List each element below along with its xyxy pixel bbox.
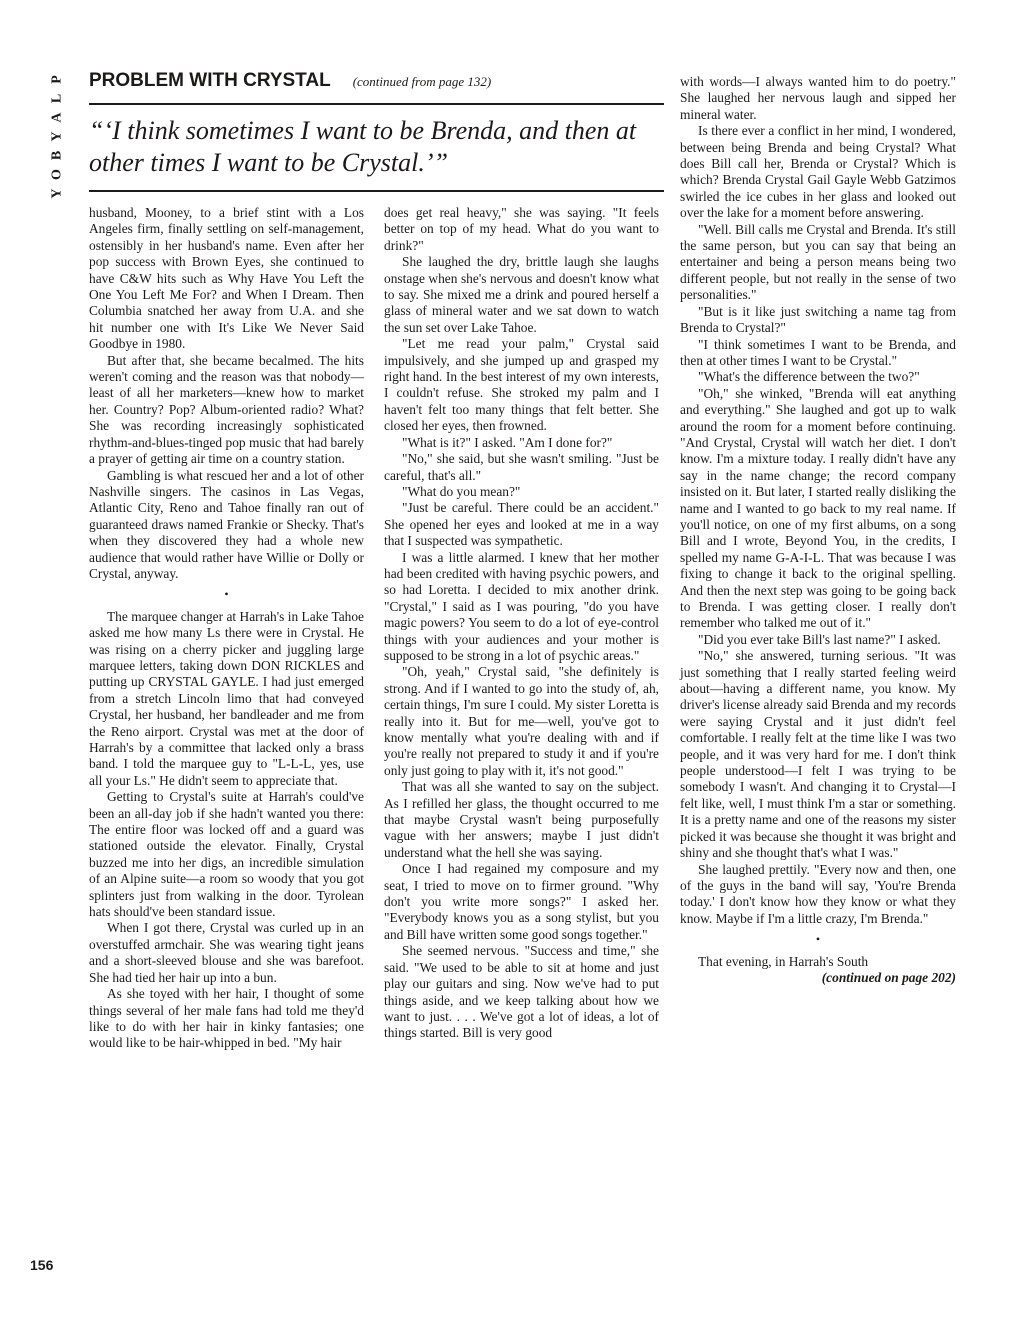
paragraph: "What is it?" I asked. "Am I done for?": [402, 434, 613, 450]
paragraph: "Did you ever take Bill's last name?" I asked.: [698, 631, 941, 647]
masthead-letter: B: [49, 150, 65, 161]
paragraph: "Oh, yeah," Crystal said, "she definitely is strong. And if I wanted to go into the study of, ah, certain things, I'm sure I could. My sister Loretta is really into it. But for me—well, you've got to know mentally what you're dealing with and if you're really not prepared to study it and if you're only just going to play with it, it's not good.": [384, 664, 659, 778]
paragraph: "What's the difference between the two?": [698, 369, 920, 385]
paragraph: Gambling is what rescued her and a lot of other Nashville singers. The casinos in Las Vegas, Atlantic City, Reno and Tahoe finally ran out of guaranteed draws named Frankie or Shecky. That's when they discovered they had a whole new audience that would rather have Willie or Dolly or Crystal, anyway.: [89, 467, 364, 581]
text-column-3: [680, 74, 956, 986]
article-header: [89, 70, 664, 92]
masthead-letter: O: [49, 169, 65, 180]
article-title: PROBLEM WITH CRYSTAL: [89, 70, 331, 91]
paragraph: "No," she answered, turning serious. "It was just something that I really started feeling weird about—having a different name, you know. My driver's license already said Brenda and my records were saying Crystal and it just didn't feel comfortable. I really felt at the time like I was two people, and it was very hard for me. I don't think people understood—I felt I was trying to be somebody I wasn't. And changing it to Crystal—I felt like, well, I must think I'm a star or something. It is a pretty name and one of the reasons my sister picked it was because she thought it was bright and shiny and she thought that's what I was.": [680, 648, 956, 861]
section-break-bullet: •: [224, 587, 229, 602]
text-column-1: [89, 205, 364, 1052]
paragraph: As she toyed with her hair, I thought of some things several of her male fans had told me they'd like to do with her hair in kinky fantasies; one would like to be hair-whipped in bed. "My hair: [89, 986, 364, 1051]
paragraph: But after that, she became becalmed. The hits weren't coming and the reason was that nobody—least of all her marketers—knew how to market her. Country? Pop? Album-oriented radio? What? She was recording increasingly sophisticated rhythm-and-blues-tinged pop music that had barely a prayer of getting air time on a country station.: [89, 352, 364, 467]
section-break-bullet: •: [815, 932, 821, 947]
pull-quote: “‘I think sometimes I want to be Brenda, and then at other times I want to be Crystal.’”: [89, 116, 637, 177]
paragraph: "Let me read your palm," Crystal said impulsively, and she jumped up and grasped my right hand. In the best interest of my own interests, I couldn't refuse. She stroked my palm and I haven't felt too many things that felt better. She closed her eyes, then frowned.: [384, 336, 659, 434]
pull-quote-rule: [89, 190, 664, 192]
continued-from-note: (continued from page 132): [352, 74, 492, 89]
paragraph: does get real heavy," she was saying. "It feels better on top of my head. What do you want to drink?": [384, 205, 659, 253]
paragraph: I was a little alarmed. I knew that her mother had been credited with having psychic powers, and so had Loretta. I decided to mix another drink. "Crystal," I said as I was pouring, "do you have magic powers? You seem to do a lot of eye-control things with your audiences and your mother is supposed to be strong in a lot of psychic areas.": [384, 549, 659, 663]
paragraph: Is there ever a conflict in her mind, I wondered, between being Brenda and being Crystal? What does Bill call her, Brenda or Crystal? Which is which? Brenda Crystal Gail Gayle Webb Gatzimos swirled the ice cubes in her glass and looked out over the lake for a moment before answering.: [680, 123, 956, 221]
paragraph: "Oh," she winked, "Brenda will eat anything and everything." She laughed and got up to walk around the room for a moment before continuing. "And Crystal, Crystal will watch her diet. I don't know. I'm a mixture today. I really didn't have any say in the name change; the record company insisted on it. But later, I started really disliking the name and I wanted to go back to my real name. If you'll notice, on one of my first albums, on a song Bill and I wrote, Beyond You, in the credits, I spelled my name G-A-I-L. That was because I was fixing to change it back to the original spelling. And then the next step was going to be going back to Brenda. I was getting closer. I really don't remember who talked me out of it.": [680, 385, 956, 631]
paragraph: with words—I always wanted him to do poetry." She laughed her nervous laugh and sipped her mineral water.: [680, 74, 956, 122]
header-rule: [89, 103, 664, 105]
paragraph: She laughed the dry, brittle laugh she laughs onstage when she's nervous and doesn't know what to say. She mixed me a drink and poured herself a glass of mineral water and we sat down to watch the sun set over Lake Tahoe.: [384, 254, 659, 335]
paragraph: "No," she said, but she wasn't smiling. "Just be careful, that's all.": [384, 451, 659, 483]
paragraph: "Just be careful. There could be an accident." She opened her eyes and looked at me in a way that I suspected was sympathetic.: [384, 500, 659, 549]
masthead-letter: P: [49, 75, 65, 84]
paragraph: husband, Mooney, to a brief stint with a Los Angeles firm, finally settling on self-management, ostensibly in her husband's name. Even after her pop success with Brown Eyes, she continued to have C&W hits such as Why Have You Left the One You Left Me For? and When I Dream. Then Columbia snatched her away from U.A. and she hit number one with It's Like We Never Said Goodbye in 1980.: [89, 205, 364, 352]
paragraph: That was all she wanted to say on the subject. As I refilled her glass, the thought occurred to me that maybe Crystal wasn't being purposefully vague with her answers; maybe I just didn't understand what the hell she was saying.: [384, 779, 659, 860]
continued-on-note: (continued on page 202): [821, 969, 956, 985]
masthead-letter: L: [49, 93, 65, 104]
paragraph: Getting to Crystal's suite at Harrah's could've been an all-day job if she hadn't wanted you there: The entire floor was locked off and a guard was stationed outside the elevator. Finally, Crystal buzzed me into her digs, an incredible simulation of an Alpine suite—a room so woody that you got splinters just from walking in the door. Tyrolean hats should've been standard issue.: [89, 789, 364, 920]
paragraph: She laughed prettily. "Every now and then, one of the guys in the band will say, 'You're Brenda today.' I don't know how they know or what they know. Maybe if I'm a little crazy, I'm Brenda.": [680, 861, 956, 926]
paragraph: "I think sometimes I want to be Brenda, and then at other times I want to be Crystal.": [680, 336, 956, 368]
paragraph: "What do you mean?": [402, 483, 521, 499]
paragraph: "But is it like just switching a name tag from Brenda to Crystal?": [680, 303, 956, 336]
page-number: 156: [30, 1257, 54, 1273]
paragraph: The marquee changer at Harrah's in Lake Tahoe asked me how many Ls there were in Crystal. He was rising on a cherry picker and juggling large marquee letters, taking down DON RICKLES and putting up CRYSTAL GAYLE. I had just emerged from a stretch Lincoln limo that had conveyed Crystal, her husband, her bandleader and me from the Reno airport. Crystal was met at the door of Harrah's by a committee that lacked only a brass band. I told the marquee guy to "L-L-L, yes, use all your Ls." He didn't seem to appreciate that.: [89, 608, 364, 788]
paragraph: That evening, in Harrah's South: [698, 953, 869, 969]
masthead-letter: Y: [49, 131, 65, 142]
paragraph: "Well. Bill calls me Crystal and Brenda. It's still the same person, but you can say that being an entertainer and being a person means being two different people, but not really in the sense of two personalities.": [680, 221, 956, 303]
text-column-2: [384, 205, 659, 1042]
paragraph: Once I had regained my composure and my seat, I tried to move on to firmer ground. "Why don't you write more songs?" I asked her. "Everybody knows you as a song stylist, but you and Bill have written some good songs together.": [384, 861, 659, 942]
paragraph: She seemed nervous. "Success and time," she said. "We used to be able to sit at home and just play our guitars and sing. Now we've had to put things aside, and we keep talking about how we want to just. . . . We've got a lot of ideas, a lot of things started. Bill is very good: [384, 943, 659, 1041]
magazine-masthead-vertical: [46, 70, 68, 203]
masthead-letter: Y: [49, 188, 65, 199]
masthead-letter: A: [49, 112, 65, 123]
paragraph: When I got there, Crystal was curled up in an overstuffed armchair. She was wearing tight jeans and a short-sleeved blouse and she was barefoot. She had tied her hair up into a bun.: [89, 920, 364, 985]
